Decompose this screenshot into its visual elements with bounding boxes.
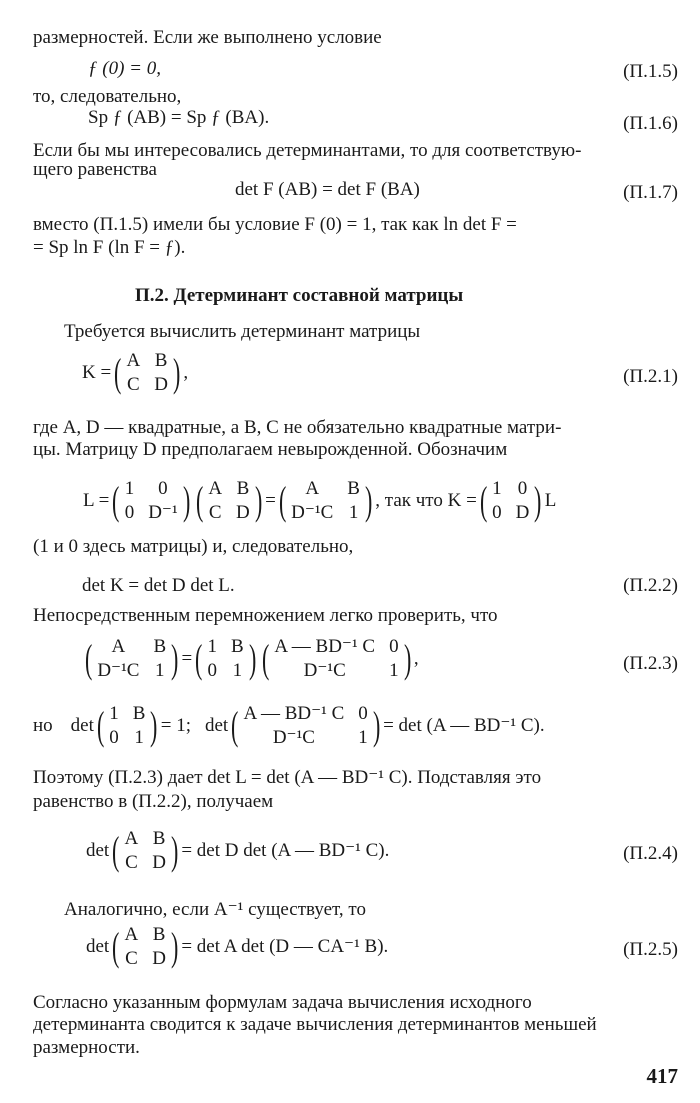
matrix-P5 [109,924,181,970]
left-paren: ( [195,635,203,681]
matrix-cell: D⁻¹ [148,501,178,523]
equation-det-line [33,703,545,749]
equation-number: (П.1.5) [623,61,678,82]
matrix-grid [206,636,246,682]
matrix-cell: D⁻¹C [272,726,315,748]
matrix-cell: 1 [492,478,502,499]
right-paren: ) [171,923,179,969]
matrix-L3 [276,478,375,524]
left-paren: ( [112,827,120,873]
matrix-P4 [109,828,181,874]
text-line: = Sp ln F (ln F = ƒ). [33,237,186,258]
equation-number: (П.2.2) [623,575,678,596]
text-line: размерности. [33,1037,140,1058]
text-line: вместо (П.1.5) имели бы условие F (0) = 1, так как ln det F = [33,214,517,235]
matrix-cell: A [111,636,126,657]
matrix-cell: D⁻¹C [303,659,346,681]
matrix-grid [123,478,180,524]
matrix-cell: B [132,703,146,724]
matrix-cell: B [347,478,360,499]
matrix-cell: 0 [207,659,218,681]
equation-text: = det (A — BD⁻¹ C). [383,714,545,736]
matrix-M1 [82,636,181,682]
left-paren: ( [114,349,122,395]
matrix-cell: B [152,924,166,945]
equation-p1-7: det F (AB) = det F (BA) [235,179,420,200]
left-paren: ( [231,702,239,748]
matrix-N1 [94,703,161,749]
matrix-cell: A [305,478,320,499]
equation-text: det [70,714,94,736]
right-paren: ) [248,635,257,681]
matrix-cell: 0 [517,478,528,499]
text-line: Если бы мы интересовались детерминантами, то для соответствую- [33,140,582,161]
matrix-grid [95,636,168,682]
equation-p1-5 [88,57,161,81]
matrix-cell: 1 [134,726,144,748]
matrix-cell: 1 [207,636,218,657]
right-paren: ) [182,477,190,523]
text-line: равенство в (П.2.2), получаем [33,791,274,812]
left-paren: ( [479,477,488,523]
matrix-grid [242,703,370,749]
matrix-grid [272,636,400,682]
equation-text: = [265,489,276,511]
equation-text: det [86,935,110,957]
matrix-cell: 0 [109,726,119,748]
equation-p2-4 [86,828,389,874]
text-word: но [33,714,53,736]
matrix-cell: 0 [358,703,368,724]
right-paren: ) [150,702,158,748]
matrix-L2 [193,478,265,524]
matrix-grid [123,924,168,970]
matrix-cell: 0 [158,478,168,499]
right-paren: ) [364,477,373,523]
matrix-cell: D [154,373,168,395]
equation-text: , [413,647,419,669]
equation-number: (П.1.6) [623,113,678,134]
right-paren: ) [534,477,542,523]
matrix-cell: B [152,828,166,849]
matrix-cell: 1 [358,726,368,748]
right-paren: ) [403,635,411,681]
matrix-cell: D [152,851,167,873]
matrix-cell: D [515,501,530,523]
matrix-cell: A — BD⁻¹ C [243,703,345,724]
matrix-grid [289,478,362,524]
equation-p2-2: det K = det D det L. [82,575,235,596]
text-line: размерностей. Если же выполнено условие [33,27,382,48]
equation-text: L [544,489,557,511]
text-line: Аналогично, если A⁻¹ существует, то [64,899,366,920]
matrix-K1 [477,478,545,524]
matrix-grid [490,478,531,524]
text-line: щего равенства [33,159,157,180]
matrix-cell: A [124,924,139,945]
matrix-cell: C [127,373,140,395]
matrix-cell: D [152,947,167,969]
equation-text: , так что K = [375,489,477,511]
page-number: 417 [646,1064,678,1088]
matrix-cell: C [125,851,138,873]
matrix-cell: D⁻¹C [97,659,140,681]
equation-number: (П.2.3) [623,653,678,674]
matrix-M3 [259,636,414,682]
text-line: то, следовательно, [33,86,182,107]
matrix-cell: D⁻¹C [291,501,334,523]
equation-text: = [181,647,193,669]
equation-p1-6: Sp ƒ (AB) = Sp ƒ (BA). [88,107,270,128]
text-line: Непосредственным перемножением легко проверить, что [33,605,498,626]
equation-number: (П.2.4) [623,843,678,864]
matrix-cell: C [208,501,222,523]
left-paren: ( [112,923,120,969]
text-line: (1 и 0 здесь матрицы) и, следовательно, [33,536,354,557]
equation-text: det [86,839,110,861]
matrix-M2 [192,636,259,682]
right-paren: ) [171,635,179,681]
text-line: где A, D — квадратные, а B, C не обязательно квадратные матри- [33,417,562,438]
matrix-L1 [109,478,193,524]
left-paren: ( [84,635,93,681]
equation-text: det [204,714,229,736]
matrix-cell: A [208,478,223,499]
text-line: Согласно указанным формулам задача вычисления исходного [33,992,532,1013]
matrix-cell: A — BD⁻¹ C [274,636,376,657]
left-paren: ( [262,635,270,681]
text-line: Требуется вычислить детерминант матрицы [64,321,421,342]
equation-p2-1 [82,350,188,396]
equation-text: = 1; [160,714,191,736]
equation-L [83,478,556,524]
right-paren: ) [172,349,181,395]
equation-p2-5 [86,924,388,970]
matrix-cell: C [125,947,138,969]
left-paren: ( [96,702,105,748]
text-line: Поэтому (П.2.3) дает det L = det (A — BD⁻¹ C). Подставляя это [33,767,542,788]
equation-number: (П.2.1) [623,366,678,387]
text-line: детерминанта сводится к задаче вычисления детерминантов меньшей [33,1014,597,1035]
right-paren: ) [372,702,381,748]
left-paren: ( [112,477,120,523]
matrix-cell: B [154,350,168,371]
matrix-cell: A [124,828,139,849]
matrix-cell: 0 [492,501,502,523]
matrix-grid [125,350,170,396]
equation-number: (П.1.7) [623,182,678,203]
matrix-cell: B [231,636,244,657]
right-paren: ) [171,827,179,873]
equation-text: ƒ (0) = 0, [88,58,161,79]
right-paren: ) [254,477,263,523]
matrix-cell: 1 [348,501,359,523]
equation-text: L = [83,489,110,511]
equation-text: = det D det (A — BD⁻¹ C). [181,839,390,861]
matrix-cell: B [153,636,167,657]
matrix-K [111,350,183,396]
matrix-grid [107,703,147,749]
matrix-N2 [228,703,383,749]
matrix-cell: B [236,478,250,499]
text-line: цы. Матрицу D предполагаем невырожденной. Обозначим [33,439,508,460]
left-paren: ( [195,477,204,523]
equation-text: , [183,361,189,383]
matrix-cell: 0 [124,501,135,523]
matrix-cell: 1 [155,659,165,681]
section-title: П.2. Детерминант составной матрицы [135,285,464,306]
matrix-cell: 1 [232,659,243,681]
matrix-cell: 1 [109,703,119,724]
matrix-cell: 1 [389,659,399,681]
matrix-cell: 1 [124,478,135,499]
left-paren: ( [278,477,287,523]
equation-number: (П.2.5) [623,939,678,960]
matrix-grid [206,478,251,524]
equation-text: = det A det (D — CA⁻¹ B). [181,935,389,957]
matrix-grid [123,828,168,874]
matrix-cell: A [126,350,141,371]
equation-p2-3 [82,636,419,682]
equation-text: K = [82,361,112,383]
matrix-cell: 0 [389,636,399,657]
matrix-cell: D [236,501,250,523]
